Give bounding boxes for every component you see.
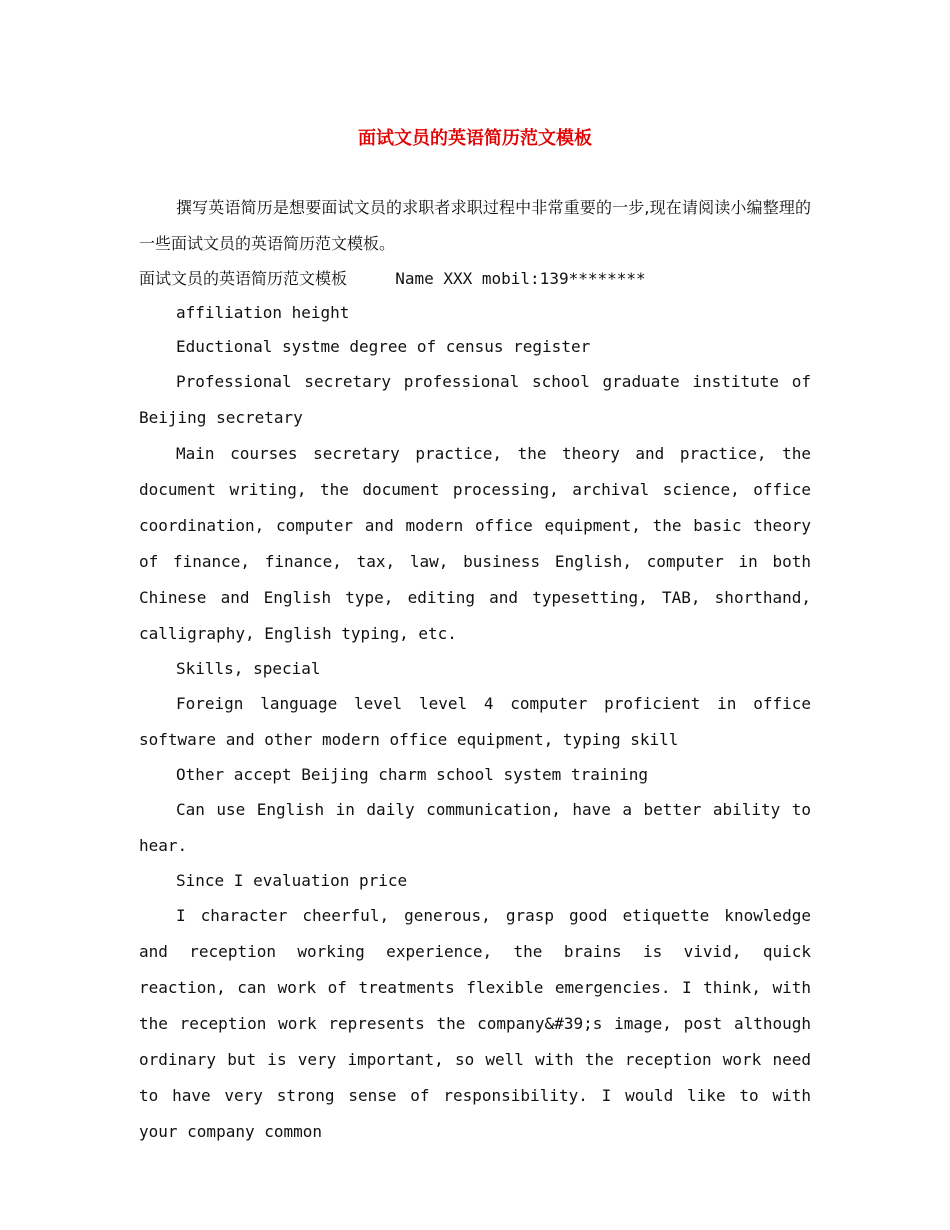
intro-paragraph: 撰写英语简历是想要面试文员的求职者求职过程中非常重要的一步,现在请阅读小编整理的一些面试文员的英语简历范文模板。 [139, 198, 811, 253]
document-title: 面试文员的英语简历范文模板 [358, 128, 592, 149]
line-main-courses: Main courses secretary practice, the theory and practice, the document writing, the document processing, archival science, office coordination, computer and modern office equipment, the basic theory of finance, finance, tax, law, business English, computer in both Chinese and English type, editing and typesetting, TAB, shorthand, calligraphy, English typing, etc. [139, 444, 811, 643]
subtitle-line [139, 262, 811, 296]
line-professional: Professional secretary professional school graduate institute of Beijing secretary [139, 372, 811, 427]
line-other-training: Other accept Beijing charm school system training [176, 765, 649, 784]
line-self-evaluation: I character cheerful, generous, grasp good etiquette knowledge and reception working experience, the brains is vivid, quick reaction, can work of treatments flexible emergencies. I think, with the reception work represents the company&#39;s image, post although ordinary but is very important, so well with the reception work need to have very strong sense of responsibility. I would like to with your company common [139, 906, 811, 1141]
subtitle-text: 面试文员的英语简历范文模板 [139, 269, 348, 288]
name-line: Name XXX mobil:139******** [395, 269, 646, 288]
line-english-use: Can use English in daily communication, have a better ability to hear. [139, 800, 811, 855]
line-foreign-language: Foreign language level level 4 computer proficient in office software and other modern office equipment, typing skill [139, 694, 811, 749]
line-skills-heading: Skills, special [176, 659, 321, 678]
line-education: Eductional systme degree of census register [176, 337, 591, 356]
document-body [139, 190, 811, 1150]
line-affiliation: affiliation height [176, 303, 350, 322]
line-self-evaluation-heading: Since I evaluation price [176, 871, 408, 890]
